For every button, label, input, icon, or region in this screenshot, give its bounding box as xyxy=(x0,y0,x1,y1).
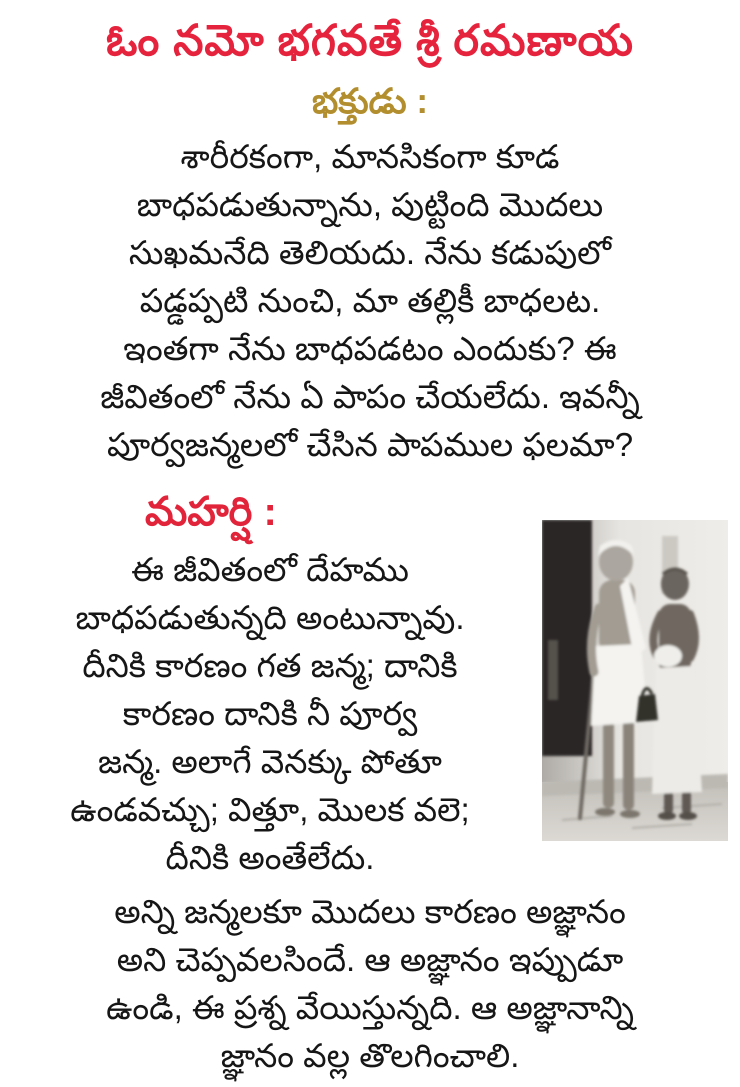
text-line: దీనికి కారణం గత జన్మ; దానికి xyxy=(82,647,458,684)
text-line: అన్ని జన్మలకూ మొదలు కారణం అజ్ఞానం xyxy=(114,893,626,930)
text-line: ఉండవచ్చు; విత్తూ, మొలక వలె; xyxy=(70,791,470,828)
maharshi-paragraph-full xyxy=(0,888,740,1080)
devotee-paragraph xyxy=(0,133,740,469)
ramana-maharshi-photo xyxy=(542,520,728,841)
text-line: ఉండి, ఈ ప్రశ్న వేయిస్తున్నది. ఆ అజ్ఞానాన్ని xyxy=(106,989,634,1026)
text-line: బాధపడుతున్నది అంటున్నావు. xyxy=(75,599,465,636)
text-line: ఇంతగా నేను బాధపడటం ఎందుకు? ఈ xyxy=(123,330,617,367)
text-line: జీవితంలో నేను ఏ పాపం చేయలేదు. ఇవన్నీ xyxy=(100,378,640,415)
text-line: సుఖమనేది తెలియదు. నేను కడుపులో xyxy=(128,234,612,271)
text-line: ఈ జీవితంలో దేహము xyxy=(131,551,409,588)
devotee-heading: భక్తుడు : xyxy=(311,82,429,121)
maharshi-heading: మహర్షి : xyxy=(145,490,277,534)
text-line: జ్ఞానం వల్ల తొలగించాలి. xyxy=(220,1037,520,1074)
text-line: పడ్డప్పటి నుంచి, మా తల్లికీ బాధలట. xyxy=(139,282,601,319)
photo-illustration xyxy=(542,520,728,841)
text-line: బాధపడుతున్నాను, పుట్టింది మొదలు xyxy=(136,186,604,223)
text-line: జన్మ. అలాగే వెనక్కు పోతూ xyxy=(98,743,442,780)
text-line: పూర్వజన్మలలో చేసిన పాపముల ఫలమా? xyxy=(106,426,634,463)
text-line: శారీరకంగా, మానసికంగా కూడ xyxy=(180,138,560,175)
text-line: అని చెప్పవలసిందే. ఆ అజ్ఞానం ఇప్పుడూ xyxy=(116,941,624,978)
invocation-title: ఓం నమో భగవతే శ్రీ రమణాయ xyxy=(106,17,634,65)
text-line: కారణం దానికి నీ పూర్వ xyxy=(122,695,418,732)
text-line: దీనికి అంతేలేదు. xyxy=(165,839,375,876)
maharshi-paragraph-wrapped xyxy=(0,546,540,882)
